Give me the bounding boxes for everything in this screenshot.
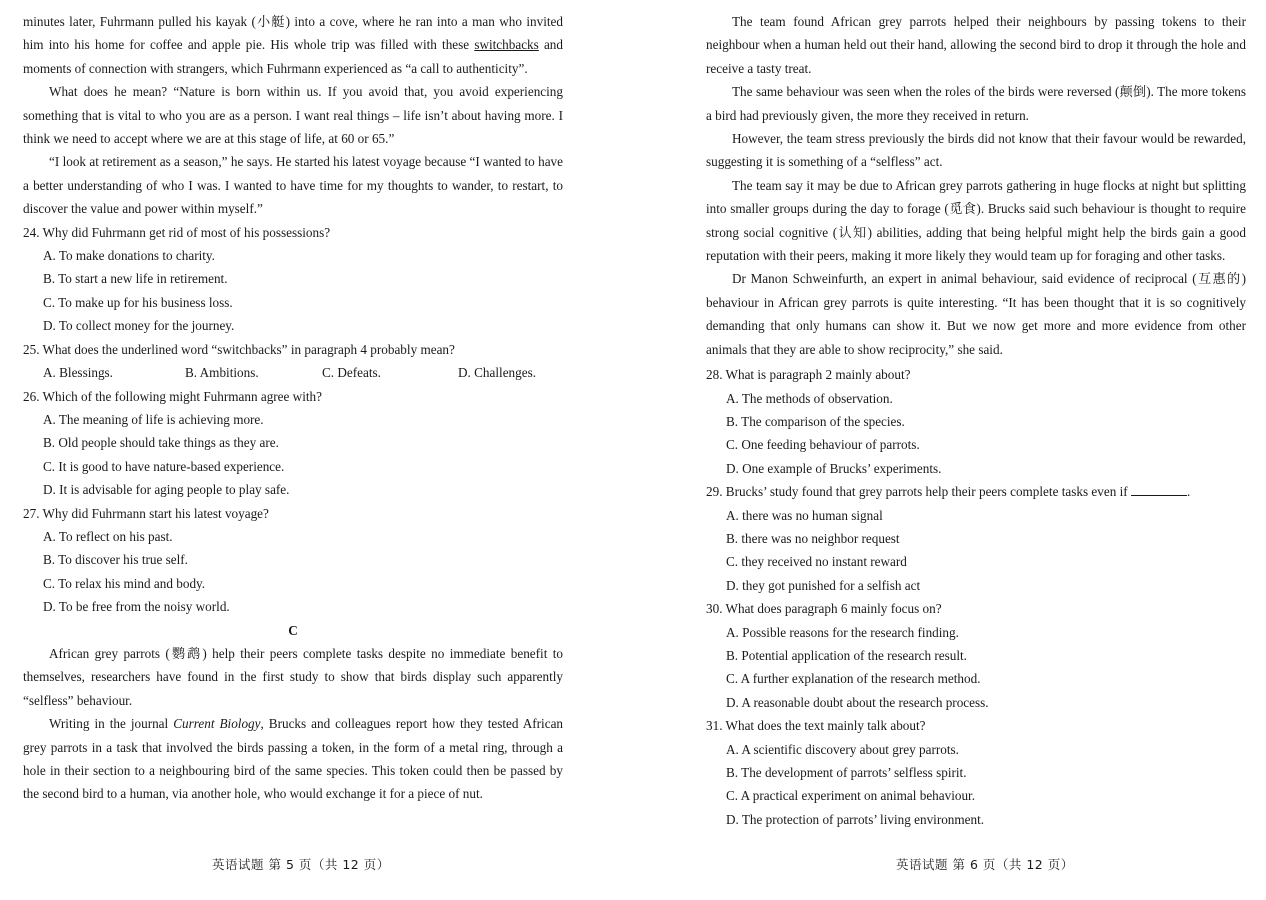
page-footer-5: 英语试题 第 5 页（共 12 页） — [212, 857, 390, 872]
underlined-word-switchbacks: switchbacks — [474, 37, 539, 53]
option-b: B. The development of parrots’ selfless spirit. — [726, 765, 967, 780]
question-stem: 28. What is paragraph 2 mainly about? — [706, 367, 911, 383]
passage-c-paragraph-1: African grey parrots (鹦鹉) help their peers complete tasks despite no immediate benefit to themselves, researchers have found in the first study to show that birds display such apparently “selfless” behaviour. — [23, 645, 563, 708]
option-d: D. To collect money for the journey. — [43, 318, 235, 334]
journal-name: Current Biology — [173, 716, 261, 732]
option-d: D. It is advisable for aging people to play safe. — [43, 482, 290, 498]
question-stem: 30. What does paragraph 6 mainly focus on? — [706, 601, 942, 617]
option-d: D. One example of Brucks’ experiments. — [726, 460, 942, 476]
option-a: A. Possible reasons for the research finding. — [726, 624, 959, 640]
question-24 — [23, 221, 563, 338]
option-b: B. To start a new life in retirement. — [43, 271, 228, 287]
options — [706, 738, 1246, 832]
option-c: C. It is good to have nature-based experience. — [43, 458, 285, 474]
passage-c-paragraph-7: Dr Manon Schweinfurth, an expert in animal behaviour, said evidence of reciprocal (互惠的) behaviour in African grey parrots is quite interesting. “It has been thought that it is so cognitively demanding that only humans can show it. But we now get more and more evidence from other animals that they are able to show reciprocity,” she said. — [706, 271, 1246, 357]
option-b: B. Old people should take things as they are. — [43, 435, 279, 451]
passage-c-paragraph-6: The team say it may be due to African grey parrots gathering in huge flocks at night but splitting into smaller groups during the day to forage (觅食). Brucks said such behaviour is thought to require strong social cognitive (认知) abilities, adding that being helpful might help the birds gain a good reputation with their peers, making it more likely they would team up for foraging and other tasks. — [706, 177, 1246, 264]
options — [706, 621, 1246, 715]
option-c: C. A practical experiment on animal behaviour. — [726, 788, 976, 804]
option-a: A. To make donations to charity. — [43, 248, 215, 264]
paragraph-text: and moments of connection with strangers, which Fuhrmann experienced as “a call to authenticity”. — [23, 37, 563, 76]
question-stem: 27. Why did Fuhrmann start his latest voyage? — [23, 505, 269, 521]
question-text: 29. Brucks’ study found that grey parrots help their peers complete tasks even if — [706, 484, 1128, 500]
question-stem — [706, 480, 1246, 503]
option-b: B. The comparison of the species. — [726, 413, 905, 429]
question-25 — [23, 338, 563, 385]
passage-c-paragraph-2 — [23, 712, 563, 806]
question-stem: 24. Why did Fuhrmann get rid of most of his possessions? — [23, 224, 331, 240]
question-stem: 25. What does the underlined word “switchbacks” in paragraph 4 probably mean? — [23, 341, 455, 357]
options — [23, 361, 563, 384]
paragraph-text: Writing in the journal — [49, 716, 174, 732]
option-c: C. A further explanation of the research method. — [726, 671, 981, 687]
option-a: A. Blessings. — [43, 365, 113, 381]
page-footer-6: 英语试题 第 6 页（共 12 页） — [896, 857, 1074, 872]
option-b: B. Ambitions. — [185, 365, 259, 381]
question-27 — [23, 502, 563, 619]
option-d: D. Challenges. — [458, 365, 537, 381]
left-page — [23, 10, 563, 806]
passage-c-paragraph-5: However, the team stress previously the birds did not know that their favour would be rewarded, suggesting it is something of a “selfless” act. — [706, 131, 1246, 170]
passage-b-paragraph-5: “I look at retirement as a season,” he says. He started his latest voyage because “I wanted to have a better understanding of who I was. I wanted to have time for my thoughts to wander, to restart, to discover the value and power within myself.” — [23, 154, 563, 217]
passage-c-paragraph-4: The same behaviour was seen when the roles of the birds were reversed (颠倒). The more tokens a bird had previously given, the more they received in return. — [706, 84, 1246, 123]
passage-c-paragraph-3: The team found African grey parrots helped their neighbours by passing tokens to their neighbour when a human held out their hand, allowing the second bird to drop it through the hole and receive a tasty treat. — [706, 14, 1246, 76]
option-c: C. One feeding behaviour of parrots. — [726, 437, 920, 453]
question-stem: 26. Which of the following might Fuhrmann agree with? — [23, 388, 322, 404]
passage-b-paragraph-3 — [23, 10, 563, 80]
option-b: B. Potential application of the research result. — [726, 647, 967, 663]
paragraph-text: minutes later, Fuhrmann pulled his kayak (小艇) into a cove, where he ran into a man who invited him into his home for coffee and apple pie. His whole trip was filled with these — [23, 14, 563, 53]
option-c: C. To relax his mind and body. — [43, 575, 206, 591]
question-26 — [23, 385, 563, 502]
right-page — [706, 10, 1246, 831]
option-c: C. Defeats. — [322, 365, 381, 381]
option-d: D. A reasonable doubt about the research process. — [726, 694, 989, 710]
options — [23, 408, 563, 502]
paragraph-text: , Brucks and colleagues report how they tested African grey parrots in a task that involved the birds passing a token, in the form of a metal ring, through a hole in their section to a neighbouring bird of the same species. This token could then be passed by the second bird to a human, via another hole, who would exchange it for a piece of nut. — [23, 716, 564, 802]
option-a: A. To reflect on his past. — [43, 528, 173, 544]
question-stem: 31. What does the text mainly talk about? — [706, 718, 926, 734]
option-a: A. The methods of observation. — [726, 390, 893, 406]
option-b: B. To discover his true self. — [43, 552, 188, 568]
question-end: . — [1186, 484, 1191, 500]
question-30 — [706, 597, 1246, 714]
answer-blank — [1131, 483, 1187, 496]
option-a: A. there was no human signal — [726, 507, 883, 523]
option-d: D. they got punished for a selfish act — [726, 577, 921, 593]
question-28 — [706, 363, 1246, 480]
passage-b-paragraph-4: What does he mean? “Nature is born within us. If you avoid that, you avoid experiencing something that is vital to who you are as a person. I want real things – life isn’t about having more. I think we need to accept where we are at this stage of life, at 60 or 65.” — [23, 84, 563, 147]
options — [23, 525, 563, 619]
question-29 — [706, 480, 1246, 597]
section-c-heading: C — [288, 622, 298, 638]
option-b: B. there was no neighbor request — [726, 530, 900, 546]
option-d: D. The protection of parrots’ living environment. — [726, 811, 985, 827]
option-c: C. To make up for his business loss. — [43, 294, 233, 310]
question-31 — [706, 714, 1246, 831]
options — [706, 387, 1246, 481]
options — [706, 504, 1246, 598]
option-a: A. A scientific discovery about grey parrots. — [726, 741, 959, 757]
options — [23, 244, 563, 338]
option-c: C. they received no instant reward — [726, 554, 907, 570]
option-d: D. To be free from the noisy world. — [43, 599, 230, 615]
option-a: A. The meaning of life is achieving more. — [43, 411, 264, 427]
